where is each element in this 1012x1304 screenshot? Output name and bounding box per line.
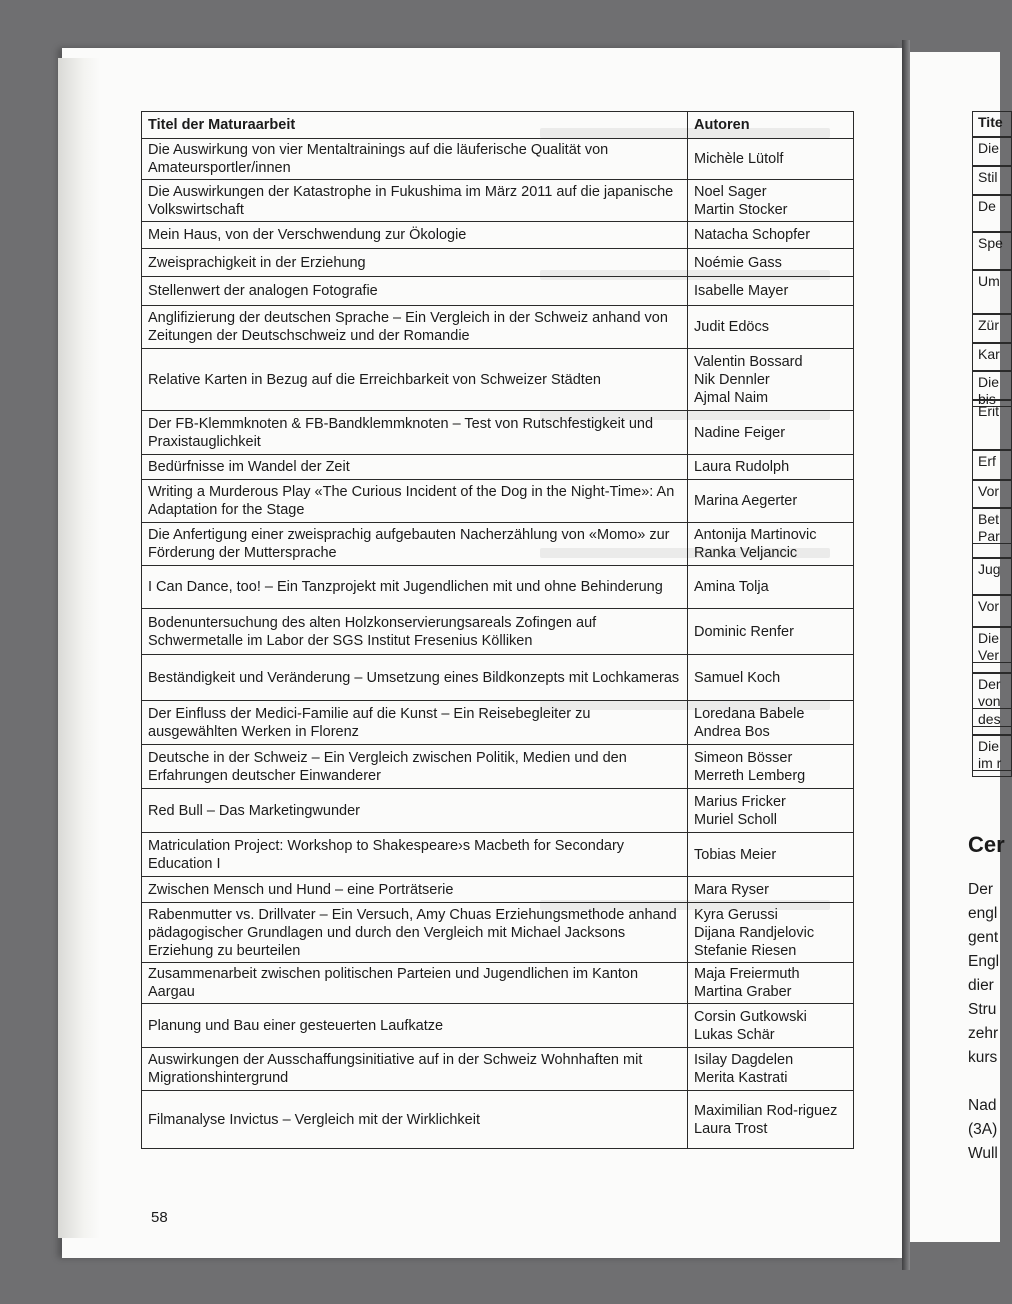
right-page-text-line: gent	[968, 929, 999, 946]
author-name: Muriel Scholl	[694, 811, 777, 828]
thesis-title: Der FB-Klemmknoten & FB-Bandklemmknoten – Test von Rutschfestigkeit und Praxistauglichkeit	[142, 411, 688, 455]
thesis-title: Bodenuntersuchung des alten Holzkonservierungsareals Zofingen auf Schwermetalle im Labor der SGS Institut Fresenius Kölliken	[142, 609, 688, 655]
thesis-title: Stellenwert der analogen Fotografie	[142, 277, 688, 306]
thesis-title: Zusammenarbeit zwischen politischen Parteien und Jugendlichen im Kanton Aargau	[142, 963, 688, 1004]
right-page-cell: Tite	[972, 111, 1012, 137]
author-name: Maximilian Rod-riguez	[694, 1102, 838, 1119]
right-page-cell: Ver	[972, 645, 1012, 663]
author-name: Mara Ryser	[694, 881, 769, 898]
author-name: Martina Graber	[694, 984, 792, 1000]
right-page-cell: von	[972, 691, 1012, 709]
author-name: Laura Rudolph	[694, 459, 790, 475]
author-name: Ajmal Naim	[694, 389, 769, 406]
right-page-cell: Vor	[972, 480, 1012, 508]
thesis-title: Bedürfnisse im Wandel der Zeit	[142, 455, 688, 480]
right-page-text-line: Stru	[968, 1001, 997, 1018]
right-page-cell: Die	[972, 627, 1012, 673]
right-page-cell: bis	[972, 389, 1012, 407]
thesis-title: Zwischen Mensch und Hund – eine Porträtserie	[142, 877, 688, 903]
author-name: Amina Tolja	[694, 579, 769, 595]
thesis-title: I Can Dance, too! – Ein Tanzprojekt mit Jugendlichen mit und ohne Behinderung	[142, 566, 688, 609]
thesis-title: Die Anfertigung einer zweisprachig aufgebauten Nacherzählung von «Momo» zur Förderung der Muttersprache	[142, 523, 688, 566]
author-name: Noel Sager	[694, 183, 767, 200]
thesis-title: Rabenmutter vs. Drillvater – Ein Versuch, Amy Chuas Erziehungsmethode anhand pädagogischer Grundlagen und durch den Vergleich mit Michael Jacksons Erziehung zu beurteilen	[142, 903, 688, 963]
thesis-title: Der Einfluss der Medici-Familie auf die Kunst – Ein Reisebegleiter zu ausgewählten Werken in Florenz	[142, 701, 688, 745]
author-name: Ranka Veljancic	[694, 545, 798, 561]
author-name: Merita Kastrati	[694, 1070, 788, 1086]
author-name: Valentin Bossard	[694, 353, 803, 370]
right-page-cell: Erit	[972, 400, 1012, 450]
author-name: Nadine Feiger	[694, 424, 786, 441]
author-name: Isabelle Mayer	[694, 283, 789, 299]
right-page-cell: De	[972, 195, 1012, 232]
right-page-cell: Der	[972, 673, 1012, 735]
column-header-title: Titel der Maturaarbeit	[142, 112, 688, 139]
right-page-text-line: Wull	[968, 1145, 998, 1162]
author-name: Dijana Randjelovic	[694, 924, 815, 941]
right-page-fragment	[910, 52, 1005, 1242]
author-name: Stefanie Riesen	[694, 942, 797, 959]
thesis-title: Die Auswirkung von vier Mentaltrainings auf die läuferische Qualität von Amateursportler/innen	[142, 139, 688, 180]
thesis-title: Die Auswirkungen der Katastrophe in Fukushima im März 2011 auf die japanische Volkswirtschaft	[142, 180, 688, 222]
right-page-text-line: engl	[968, 905, 998, 922]
author-name: Natacha Schopfer	[694, 227, 811, 243]
author-name: Nik Dennler	[694, 371, 770, 388]
right-page-cell: Die	[972, 735, 1012, 777]
author-name: Kyra Gerussi	[694, 906, 778, 923]
author-name: Michèle Lütolf	[694, 151, 784, 167]
right-page-text-line: kurs	[968, 1049, 998, 1066]
author-name: Noémie Gass	[694, 254, 782, 271]
right-page-cell: des	[972, 709, 1012, 727]
author-name: Maja Freiermuth	[694, 966, 800, 982]
right-page-text-line: Engl	[968, 953, 1000, 970]
author-name: Judit Edöcs	[694, 319, 769, 335]
thesis-title: Beständigkeit und Veränderung – Umsetzung eines Bildkonzepts mit Lochkameras	[142, 655, 688, 701]
right-page-cell: Bet	[972, 508, 1012, 558]
thesis-title: Deutsche in der Schweiz – Ein Vergleich zwischen Politik, Medien und den Erfahrungen deutscher Einwanderer	[142, 745, 688, 789]
thesis-title: Relative Karten in Bezug auf die Erreichbarkeit von Schweizer Städten	[142, 349, 688, 411]
right-page-cell: im r	[972, 753, 1012, 771]
author-name: Marina Aegerter	[694, 493, 798, 509]
right-page-text-line: zehr	[968, 1025, 999, 1042]
thesis-title: Planung und Bau einer gesteuerten Laufkatze	[142, 1004, 688, 1048]
right-page-cell: Die	[972, 137, 1012, 166]
right-page-text-line: Der	[968, 881, 993, 898]
right-page-cell: Spe	[972, 232, 1012, 270]
page-number: 58	[151, 1209, 168, 1226]
right-page-cell: Jug	[972, 558, 1012, 595]
right-page-cell: Zür	[972, 314, 1012, 343]
author-name: Dominic Renfer	[694, 623, 794, 640]
author-name: Samuel Koch	[694, 669, 781, 686]
thesis-title: Mein Haus, von der Verschwendung zur Ökologie	[142, 222, 688, 249]
author-name: Tobias Meier	[694, 846, 777, 863]
author-name: Lukas Schär	[694, 1026, 775, 1043]
thesis-title: Anglifizierung der deutschen Sprache – Ein Vergleich in der Schweiz anhand von Zeitungen der Deutschschweiz und der Romandie	[142, 306, 688, 349]
right-page-cell: Par	[972, 526, 1012, 544]
author-name: Andrea Bos	[694, 723, 770, 740]
author-name: Antonija Martinovic	[694, 527, 817, 543]
column-header-authors: Autoren	[688, 112, 854, 139]
thesis-title: Red Bull – Das Marketingwunder	[142, 789, 688, 833]
author-name: Loredana Babele	[694, 705, 805, 722]
thesis-title: Filmanalyse Invictus – Vergleich mit der Wirklichkeit	[142, 1091, 688, 1149]
author-name: Laura Trost	[694, 1120, 768, 1137]
thesis-title: Auswirkungen der Ausschaffungsinitiative auf in der Schweiz Wohnhaften mit Migrationshintergrund	[142, 1048, 688, 1091]
right-page-text-line: (3A)	[968, 1121, 998, 1138]
right-page-cell: Die	[972, 371, 1012, 400]
author-name: Isilay Dagdelen	[694, 1052, 794, 1068]
author-name: Corsin Gutkowski	[694, 1008, 807, 1025]
right-page-cell: Vor	[972, 595, 1012, 627]
thesis-title: Matriculation Project: Workshop to Shakespeare›s Macbeth for Secondary Education I	[142, 833, 688, 877]
author-name: Simeon Bösser	[694, 749, 793, 766]
author-name: Martin Stocker	[694, 201, 788, 218]
right-page-cell: Kar	[972, 343, 1012, 371]
right-page-text-line: dier	[968, 977, 994, 994]
right-page-heading: Cer	[968, 832, 1005, 857]
author-name: Merreth Lemberg	[694, 767, 806, 784]
right-page-cell: Erf	[972, 450, 1012, 480]
right-page-cell: Um	[972, 270, 1012, 314]
thesis-title: Zweisprachigkeit in der Erziehung	[142, 249, 688, 277]
author-name: Marius Fricker	[694, 793, 786, 810]
right-page-cell: Stil	[972, 166, 1012, 195]
thesis-title: Writing a Murderous Play «The Curious Incident of the Dog in the Night-Time»: An Adaptation for the Stage	[142, 480, 688, 523]
right-page-text-line: Nad	[968, 1097, 997, 1114]
